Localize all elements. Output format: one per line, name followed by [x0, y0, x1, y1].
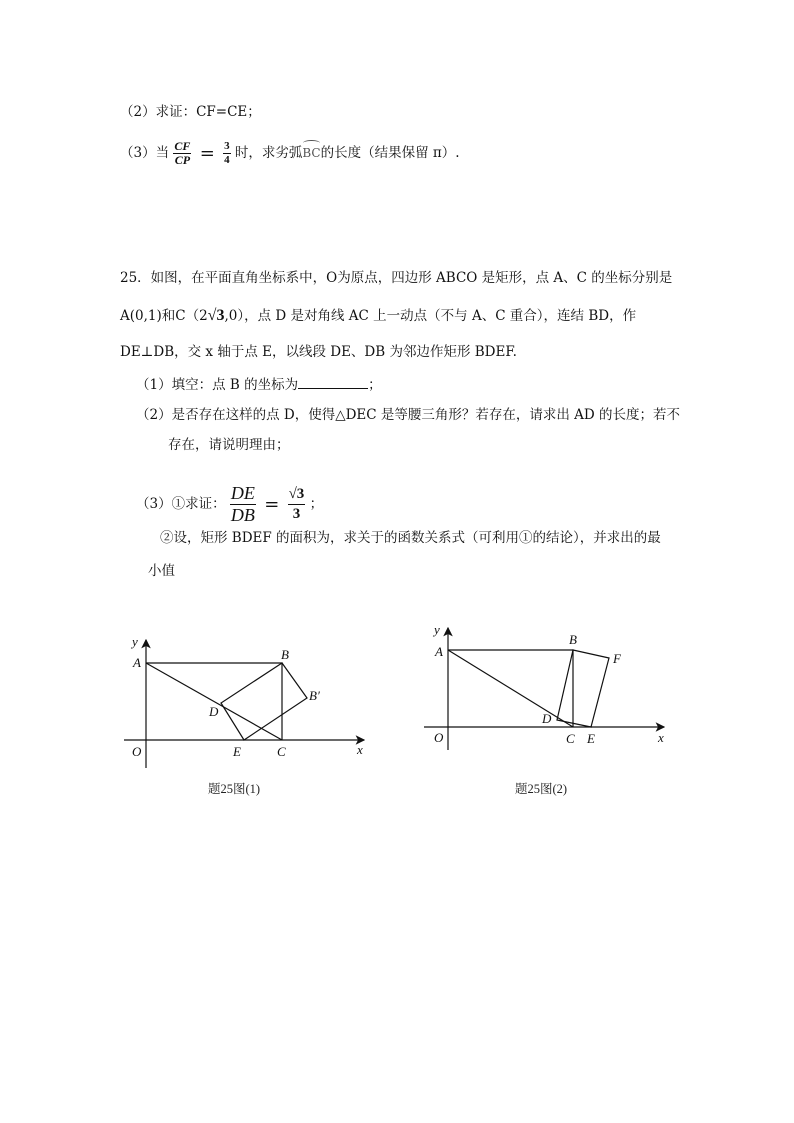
q25-line2-b: ,0），点 D 是对角线 AC 上一动点（不与 A、C 重合），连结 BD，作	[224, 308, 637, 324]
label-o: O	[434, 730, 444, 745]
q25-line2	[120, 306, 636, 326]
figure-1	[120, 630, 380, 780]
q25-sub3b-line1	[160, 528, 661, 548]
label-b: B	[281, 647, 289, 662]
q25-sub2-text1: （2）是否存在这样的点 D，使得△DEC 是等腰三角形？若存在，请求出 AD 的长度；若不	[136, 407, 681, 423]
q25-line3-text: DE⊥DB，交 x 轴于点 E，以线段 DE、DB 为邻边作矩形 BDEF.	[120, 344, 517, 360]
figure-2-caption: 题25图(2)	[515, 782, 568, 796]
diagonal-ac	[448, 650, 573, 727]
fraction-denominator: DB	[230, 505, 255, 525]
sqrt-three: √3	[207, 307, 225, 324]
q25-line3	[120, 342, 517, 362]
q25-sub3	[136, 483, 323, 526]
label-d: D	[542, 711, 552, 726]
q25-line1-text: 25．如图，在平面直角坐标系中，O为原点，四边形 ABCO 是矩形，点 A、C 的坐标分别是	[120, 270, 673, 286]
answer-blank[interactable]	[298, 374, 368, 389]
label-y: y	[434, 622, 440, 637]
label-a: A	[133, 655, 141, 670]
label-c: C	[277, 744, 286, 759]
q25-sub1-suffix: ；	[368, 377, 382, 393]
fraction-numerator: CF	[174, 139, 191, 153]
equals-sign: =	[264, 493, 280, 515]
figure-1-caption: 题25图(1)	[208, 782, 261, 796]
fraction-numerator: 3	[224, 140, 230, 152]
q24-part2-text: （2）求证：CF=CE；	[120, 104, 261, 120]
q25-sub3-suffix: ；	[309, 496, 324, 512]
root3-over-3-fraction	[288, 485, 306, 524]
q24-part3-prefix: （3）当	[120, 145, 170, 161]
fraction-denominator: 3	[292, 506, 301, 522]
label-d: D	[209, 704, 219, 719]
fraction-denominator: 4	[224, 154, 230, 166]
cf-over-cp-fraction	[173, 140, 191, 167]
q25-line1	[120, 268, 672, 288]
q24-part2	[120, 102, 261, 122]
q24-part3	[120, 140, 460, 167]
label-c: C	[566, 731, 575, 746]
q24-part3-suffix: 的长度（结果保留 π）.	[320, 145, 460, 161]
label-b-prime: B′	[309, 688, 320, 703]
label-e: E	[233, 744, 241, 759]
label-b: B	[569, 632, 577, 647]
label-y: y	[132, 634, 138, 649]
label-a: A	[435, 644, 443, 659]
three-quarters-fraction	[223, 140, 231, 167]
label-e: E	[587, 731, 595, 746]
q25-sub2-text2: 存在，请说明理由；	[168, 437, 290, 453]
label-x: x	[357, 742, 363, 757]
q25-sub3-prefix: （3）①求证：	[136, 496, 226, 512]
fraction-numerator: √3	[288, 485, 306, 505]
de-over-db-fraction	[230, 483, 256, 526]
label-f: F	[613, 651, 621, 666]
figure-2	[420, 620, 680, 770]
q25-sub3b-line2	[148, 561, 175, 581]
q25-sub3b-text2: 小值	[148, 563, 175, 579]
q25-sub2-line2	[168, 435, 290, 455]
q24-part3-mid: 时，求劣弧	[234, 145, 303, 161]
fraction-denominator: CP	[174, 153, 191, 167]
rectangle-bdef	[557, 650, 609, 727]
arc-bc-symbol: BC	[302, 143, 320, 163]
rectangle-bdeb-prime	[221, 663, 307, 740]
q25-sub1	[136, 374, 382, 395]
q25-sub2-line1	[136, 405, 680, 425]
label-o: O	[132, 744, 142, 759]
label-x: x	[658, 730, 664, 745]
q25-sub1-prefix: （1）填空：点 B 的坐标为	[136, 377, 299, 393]
equals-sign: =	[199, 142, 215, 164]
q25-sub3b-text1: ②设，矩形 BDEF 的面积为，求关于的函数关系式（可利用①的结论），并求出的最	[160, 530, 661, 546]
q25-line2-a: A(0,1)和C（2	[120, 308, 208, 324]
fraction-numerator: DE	[230, 483, 255, 503]
